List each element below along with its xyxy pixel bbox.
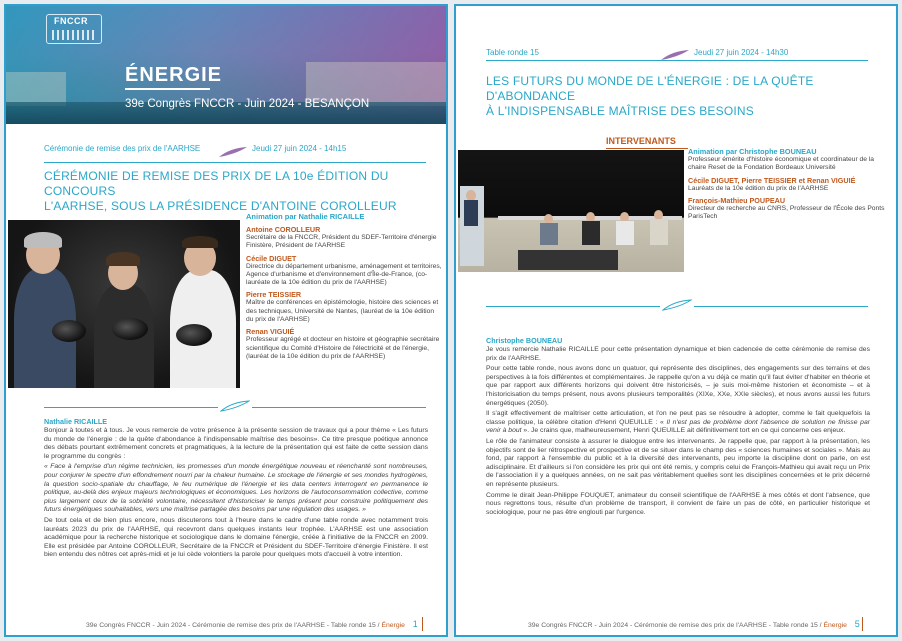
swoosh-icon <box>662 299 692 311</box>
footer-text: 39e Congrès FNCCR - Juin 2024 - Cérémonie de remise des prix de l'AARHSE - Table ronde 15 / <box>86 622 380 629</box>
person-figure <box>650 219 668 245</box>
award-photo <box>8 220 240 388</box>
trophy-bowl <box>176 324 212 346</box>
person-figure <box>616 221 634 245</box>
quote-paragraph <box>44 463 428 515</box>
paragraph-part: ». Je crains que, malheureusement, Henri QUEUILLE ait définitivement tort en ce qui concerne ces enjeux. <box>523 427 846 435</box>
speaker-name: Cécile DIGUET <box>246 253 297 263</box>
footer-bar <box>422 617 423 631</box>
divider-rule <box>486 306 660 307</box>
footer-text: 39e Congrès FNCCR - Juin 2024 - Cérémonie de remise des prix de l'AARHSE - Table ronde 15 / <box>528 622 822 629</box>
speaker-item <box>246 327 442 361</box>
person-hair <box>106 252 140 266</box>
animation-desc: Professeur émérite d'histoire économique et coordinateur de la chaire Reset de la Fondation Bordeaux Université <box>688 156 875 172</box>
divider-rule <box>252 407 426 408</box>
section-rule <box>44 162 426 163</box>
footer-highlight: Énergie <box>381 622 405 629</box>
fnccr-logo-bars <box>52 30 96 40</box>
intervenants-rule <box>606 148 688 149</box>
speaker-desc: Professeur agrégé et docteur en histoire et géographie secrétaire scientifique du Comité d'Histoire de l'électricité et de l'énergie, (lauréat de la 10e édition du prix de l'AARHSE) <box>246 336 440 360</box>
footer-bar <box>862 617 863 631</box>
page-title-line2: À L'INDISPENSABLE MAÎTRISE DES BESOINS <box>486 104 754 118</box>
session-label: Cérémonie de remise des prix de l'AARHSE <box>44 144 201 153</box>
person-figure <box>464 200 478 226</box>
speaker-desc: Maître de conférences en épistémologie, histoire des sciences et des techniques, Université de Nantes, (lauréat de la 10e édition du prix de l'AARHSE) <box>246 299 439 324</box>
laureates-desc: Lauréats de la 10e édition du prix de l'AARHSE <box>688 184 829 192</box>
banner-subtitle: 39e Congrès FNCCR - Juin 2024 - BESANÇON <box>125 98 370 110</box>
speaker-item <box>246 225 442 251</box>
session-date: Jeudi 27 juin 2024 - 14h15 <box>252 144 347 153</box>
quote-text: « Face à l'emprise d'un régime technicien, les promesses d'un monde énergétique nouveau et réenchanté sont nombreuses, pour conjurer le spectre d'un effondrement nourri par la chaleur humaine. Le stockage de l'énergie et ses mondes hydrogènes, la question socio-spatiale du chauffage, le feu numérique de l'énergie et les data centers interrogent en permanence le politique, au-delà des enjeux majeurs technologiques et économiques. Les horizons de l'autoconsommation collective, comme plus largement ceux de la sobriété volontaire, nécessitent d'historiciser le temps présent pour construire politiquement des futurs énergétiques souhaitables, vers une maîtrise partagée des besoins par une régulation des usages. » <box>44 463 428 514</box>
person-figure <box>582 221 600 245</box>
footer-highlight: Énergie <box>823 622 847 629</box>
page-right <box>454 4 898 637</box>
speaker-heading: Christophe BOUNEAU <box>486 336 563 345</box>
footer <box>528 619 860 629</box>
footer <box>86 619 418 629</box>
trophy-bowl <box>52 320 86 342</box>
stage-table <box>518 250 618 270</box>
banner-title: ÉNERGIE <box>125 64 223 86</box>
laureates-names: Cécile DIGUET, Pierre TEISSIER et Renan VIGUIÉ <box>688 175 856 185</box>
session-label: Table ronde 15 <box>486 48 539 57</box>
section-rule <box>486 60 868 61</box>
speaker-name: François-Mathieu POUPEAU <box>688 195 786 205</box>
banner-building <box>6 72 66 106</box>
round-table-photo <box>458 150 684 272</box>
paragraph: Le rôle de l'animateur consiste à assurer le dialogue entre les intervenants. Je rappelle que, par rapport à la présentation, les objectifs sont de lier rétrospective et prospective et de se situer dans le champ des « sciences humaines et sociales ». Mais au fond, par rapport à l'ensemble du public et à la diversité des intervenants, peu importe la discipline dont on parle, on est adisciplinaire. Et d'ailleurs si l'on considère les prix qui ont été remis, y compris celui de François-Mathieu qui avait reçu un Prix de l'association il y a quelques années, on ne sait pas véritablement quelles sont les disciplines concernées et le prix décerné en représente plusieurs. <box>486 437 870 488</box>
page-left <box>4 4 448 637</box>
paragraph: De tout cela et de bien plus encore, nous discuterons tout à l'heure dans le cadre d'une table ronde avec notamment trois lauréats 2023 du prix de l'AARHSE, qui recevront dans quelques instants leur trophée. L'AARHSE est une association académique pour la recherche historique et sociologique dans le domaine l'énergie, créée à l'initiative de la FNCCR en 2009. Elle est présidée par Antoine COROLLEUR, Secrétaire de la FNCCR et Président du SDEF-Territoire d'énergie Finistère. Il est bien entendu des nôtres cet après-midi et je lui cède volontiers la parole pour quelques mots d'accueil à votre intention. <box>44 516 428 559</box>
paragraph <box>486 410 870 436</box>
speaker-desc: Directeur de recherche au CNRS, Professeur de l'École des Ponts ParisTech <box>688 204 885 221</box>
page-title-line2: L'AARHSE, SOUS LA PRÉSIDENCE D'ANTOINE COROLLEUR <box>44 199 397 213</box>
page-title <box>486 74 886 119</box>
animation-label: Animation par Nathalie RICAILLE <box>246 212 365 221</box>
speaker-item <box>246 290 442 324</box>
paragraph: Pour cette table ronde, nous avons donc un quatuor, qui représente des disciplines, des engagements sur des terrains et des perspectives à la fois différentes et complémentaires. Je rappelle qu'on a vu déjà ce matin qu'il faut éviter d'habiter en théorie et que par rapport aux différents horizons qui doivent être historicisés, – je suis moi-même historien et économiste – et à l'historicisation du temps présent, nous avons plusieurs temporalités (XIXe, XXe, XXIe siècles), et nous avons aussi les futurs énergétiques (2050). <box>486 365 870 407</box>
speaker-desc: Secrétaire de la FNCCR, Président du SDEF-Territoire d'énergie Finistère, Président de l'AARHSE <box>246 234 437 250</box>
trophy-bowl <box>112 318 148 340</box>
paragraph: Bonjour à toutes et à tous. Je vous remercie de votre présence à la présente session de travaux qui a pour thème « Les futurs du monde de l'énergie : de la quête d'abondance à l'indispensable maîtrise des besoins». Ce titre presque poétique annonce des débats pourtant extrêmement concrets et pragmatiques, à la lecture de la présentation qui est faite de cette session dans le programme du congrès : <box>44 427 428 460</box>
intervenants-block <box>688 147 894 221</box>
divider-rule <box>694 306 868 307</box>
speaker-heading: Nathalie RICAILLE <box>44 417 108 426</box>
body-text <box>486 346 870 519</box>
person-figure <box>540 223 558 245</box>
page-title-line1: LES FUTURS DU MONDE DE L'ÉNERGIE : DE LA QUÊTE D'ABONDANCE <box>486 74 814 103</box>
speaker-name: Pierre TEISSIER <box>246 290 302 300</box>
speaker-name: Antoine COROLLEUR <box>246 225 321 234</box>
speaker-desc: Directrice du département urbanisme, aménagement et territoires, Agence d'urbanisme et d'environnement d'Île-de-France, (co-lauréate de la 10e édition du prix de l'AARHSE) <box>246 262 442 287</box>
banner-title-underline <box>125 88 210 90</box>
person-hair <box>24 232 62 248</box>
paragraph-part: Il s'agit effectivement de maîtriser cette articulation, et l'on ne peut pas se résoudre à adopter, comme le fait quelquefois la classe politique, la célèbre citation d'Henri QUEUILLE : « <box>486 410 870 426</box>
speaker-name: Renan VIGUIÉ <box>246 327 295 337</box>
divider-rule <box>44 407 218 408</box>
paragraph: Comme le dirait Jean-Philippe FOUQUET, animateur du conseil scientifique de l'AARHSE à mes côtés et dont l'absence, que nous regrettons tous, résulte d'un problème de transport, il convient de faire un pas de côté, en particulier historique et sociologique, pour ne pas être englouti par l'urgence. <box>486 491 870 516</box>
speaker-item <box>246 254 442 288</box>
intervenants-heading: INTERVENANTS <box>606 136 676 146</box>
animation-label: Animation par Christophe BOUNEAU <box>688 147 817 156</box>
page-title <box>44 169 444 214</box>
page-number: 1 <box>412 619 418 629</box>
quote-text: Il n'est pas de problème dont l'absence de solution ne finisse par venir à bout <box>486 418 870 435</box>
fnccr-logo-text: FNCCR <box>54 16 88 26</box>
page-title-line1: CÉRÉMONIE DE REMISE DES PRIX DE LA 10e ÉDITION DU CONCOURS <box>44 169 389 198</box>
session-date: Jeudi 27 juin 2024 - 14h30 <box>694 48 789 57</box>
swoosh-icon <box>220 400 250 412</box>
page-number: 5 <box>854 619 860 629</box>
speakers-block <box>246 212 442 361</box>
person-hair <box>182 236 218 248</box>
swoosh-icon <box>218 146 248 158</box>
body-text <box>44 427 428 562</box>
banner <box>6 6 446 124</box>
paragraph: Je vous remercie Nathalie RICAILLE pour cette présentation dynamique et bien cadencée de cette cérémonie de remise des prix de l'AARHSE. <box>486 346 870 362</box>
